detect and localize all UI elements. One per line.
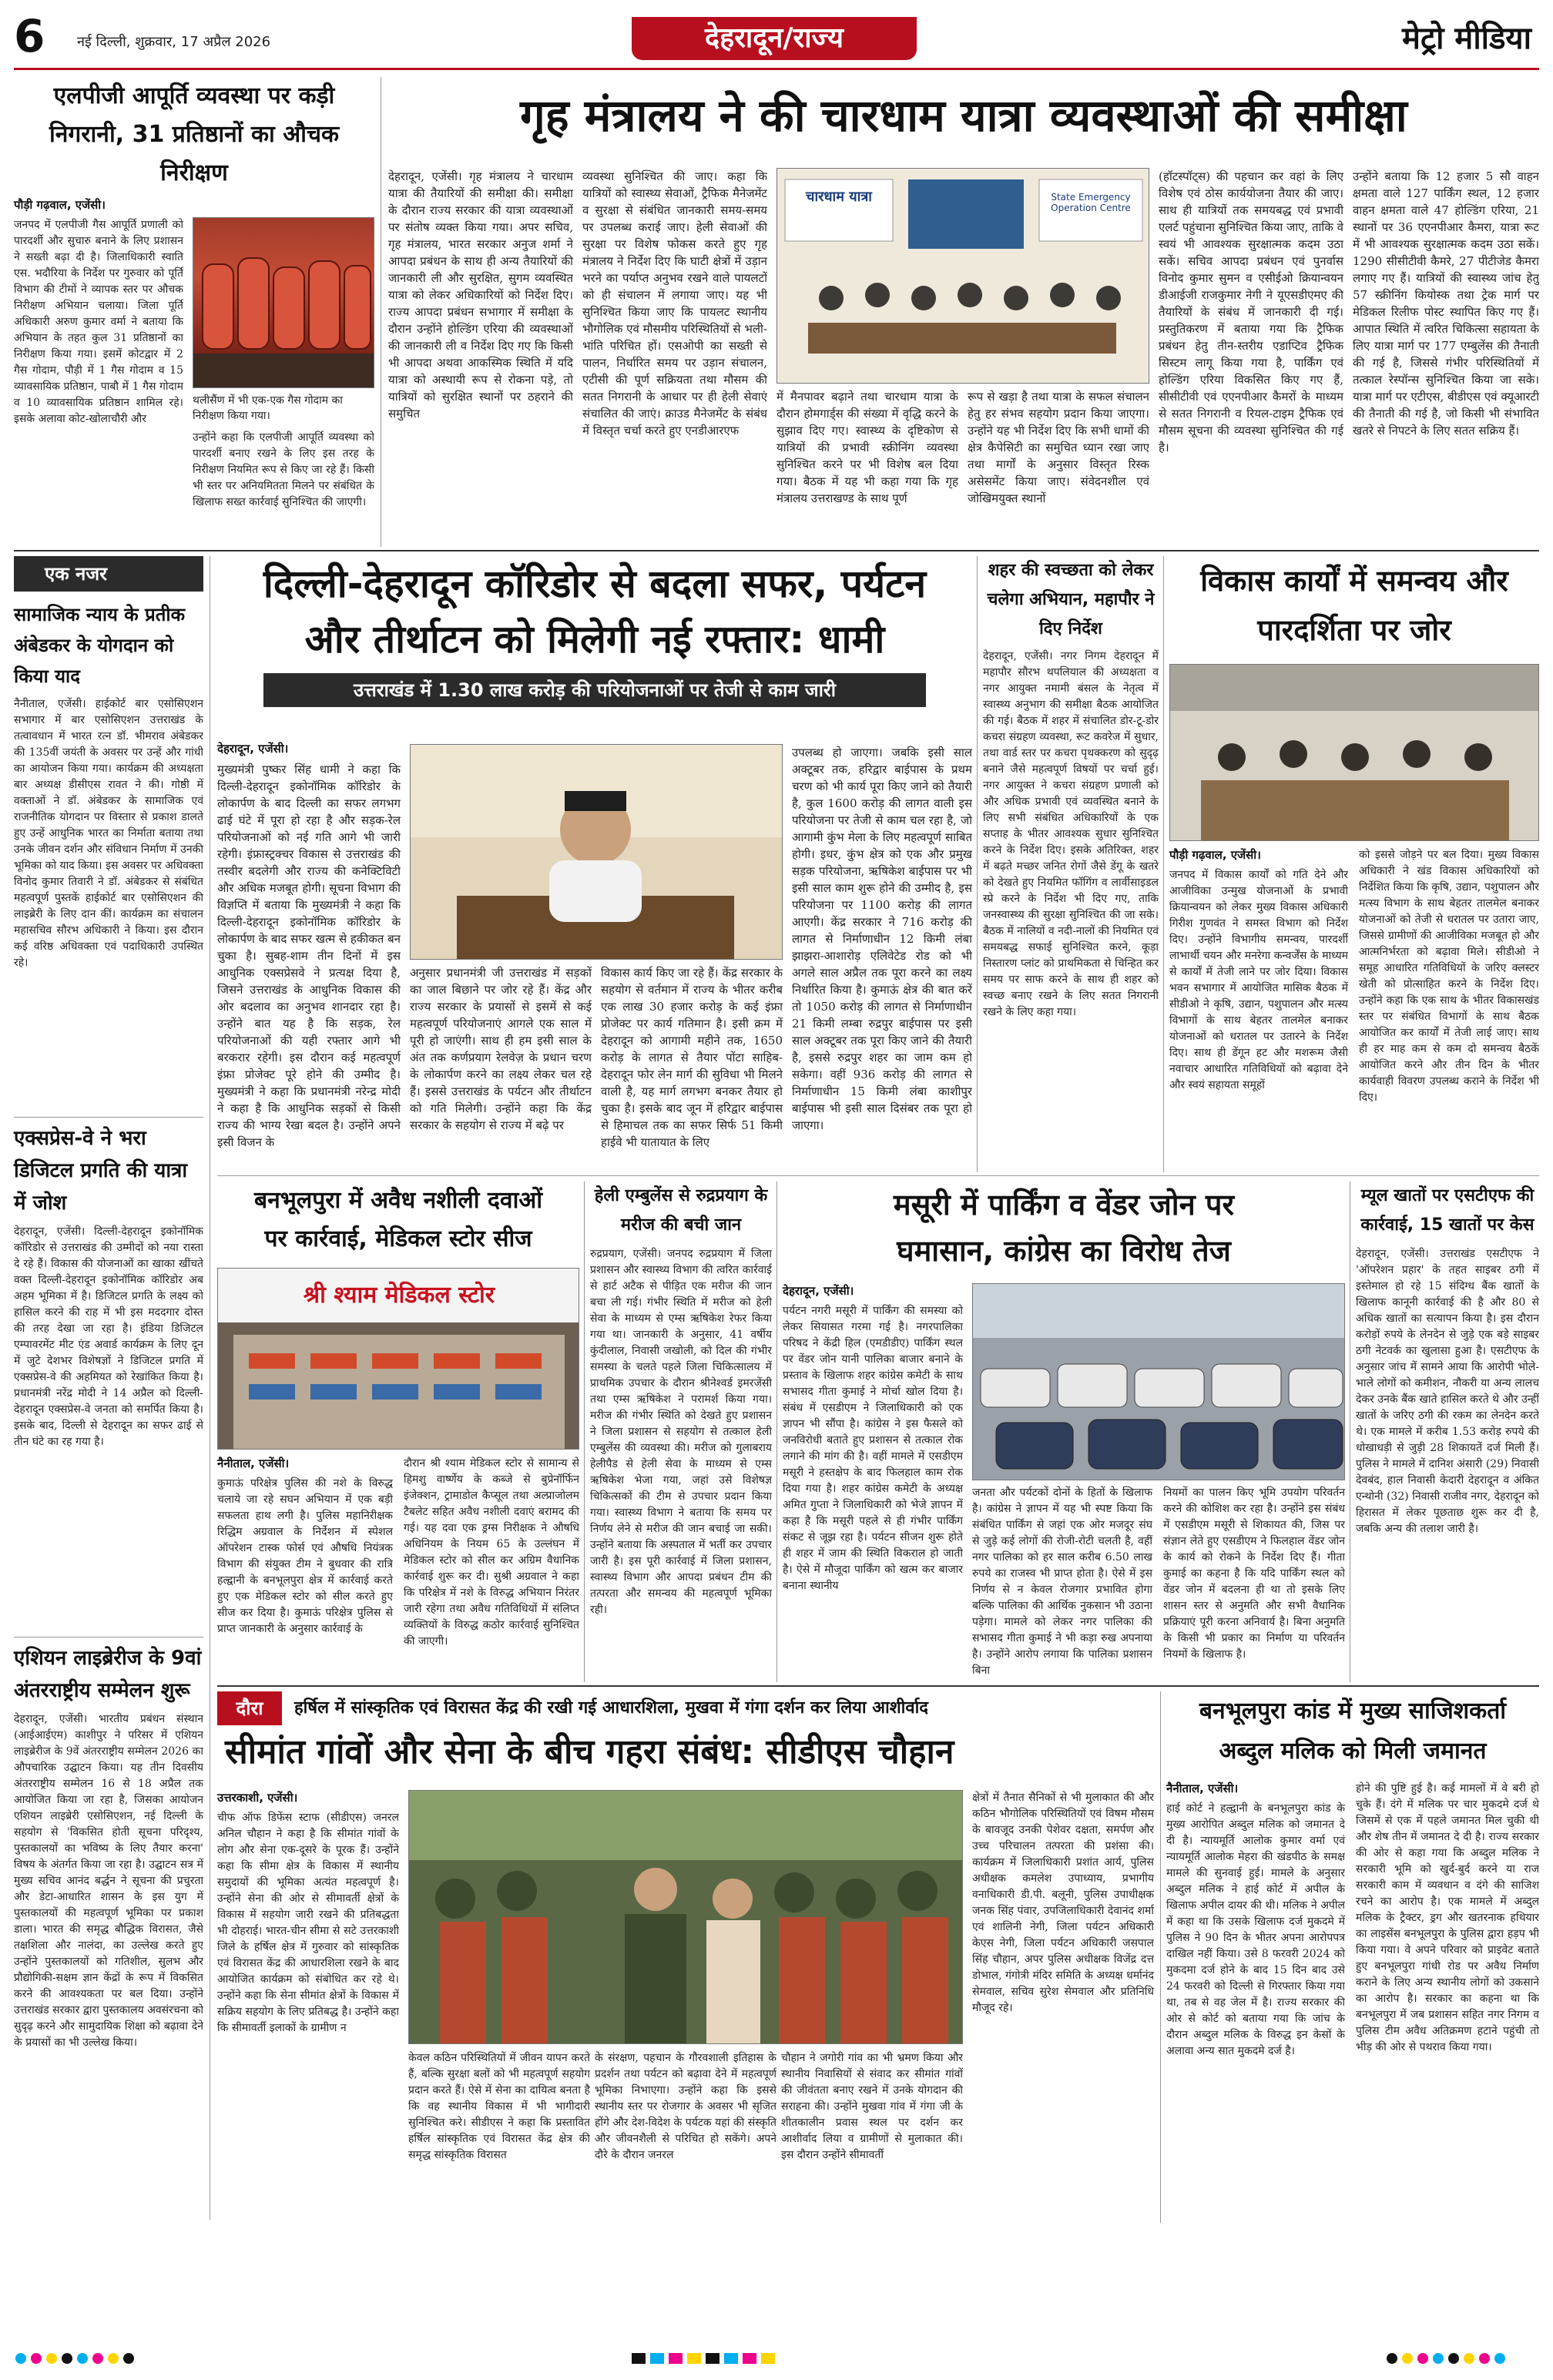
swachhta-body: देहरादून, एजेंसी। नगर निगम देहरादून में महापौर सौरभ थपलियाल की अध्यक्षता व नगर आयुक्त नमामी बंसल के नेतृत्व में स्वास्थ्य अनुभाग की समीक्षा बैठक आयोजित की गई। बैठक में शहर में संचालित डोर-टू-डोर कचरा संग्रहण व्यवस्था, रूट कवरेज में सुधार, तथा वार्ड स्तर पर कचरा पृथक्करण को सुदृढ़ बनाने जैसे महत्वपूर्ण विषयों पर चर्चा हुई। नगर आयुक्त ने कचरा संग्रहण प्रणाली को और अधिक प्रभावी एवं व्यवस्थित बनाने के लिए सभी संबंधित अधिकारियों के एक सप्ताह के भीतर आवश्यक सुधार सुनिश्चित करने के निर्देश दिए। इसके अतिरिक्त, शहर में बढ़ते मच्छर जनित रोगों जैसे डेंगू के खतरे को देखते हुए नियमित फॉगिंग व लार्वीसाइडल स्प्रे करने के निर्देश भी दिए गए, ताकि जनस्वास्थ्य की सुरक्षा सुनिश्चित की जा सके। बैठक में नालियों व नदी-नालों की नियमित एवं समयबद्ध सफाई सुनिश्चित करने, कूड़ा निस्तारण प्लांट को प्राथमिकता से चिन्हित कर समय पर साफ करने के साथ ही शहर को स्वच्छ बनाए रखने के लिए सतत निगरानी रखने के लिए कहा गया। xyxy=(983,650,1159,1018)
cds-col2: केवल कठिन परिस्थितियों में जीवन यापन करते हैं, बल्कि सुरक्षा बलों को भी महत्वपूर्ण सहयोग प्रदान करते हैं। ऐसे में सेना का दायित्व बनता है कि वह स्थानीय विकास में भी भागीदारी सुनिश्चित करे। सीडीएस ने कहा कि प्रस्तावित हर्षिल सांस्कृतिक एवं विरासत केंद्र क्षेत्र की समृद्ध सांस्कृतिक विरासत xyxy=(408,2052,590,2161)
divider xyxy=(14,1117,203,1118)
heli-headline: हेली एम्बुलेंस से रुद्रप्रयाग के मरीज की बची जान xyxy=(594,1186,768,1235)
lpg-byline: पौड़ी गढ़वाल, एजेंसी। xyxy=(14,198,106,212)
banbhulpura-headline-2: पर कार्रवाई, मेडिकल स्टोर सीज xyxy=(264,1225,532,1252)
corridor-headline-1: दिल्ली-देहरादून कॉरिडोर से बदला सफर, पर्यटन xyxy=(263,561,927,606)
abdul-headline-2: अब्दुल मलिक को मिली जमानत xyxy=(1219,1738,1487,1765)
tour-tag: दौरा xyxy=(217,1691,282,1725)
chardham-col6: उन्होंने बताया कि 12 हजार 5 सौ वाहन क्षमता वाले 127 पार्किंग स्थल, 12 हजार वाहन क्षमता वाले 47 होल्डिंग एरिया, 21 स्थानों पर 36 एएनपीआर कैमरा, यात्रा रूट में भी आवश्यक सुरक्षात्मक कदम उठा सकें। 1290 सीसीटीवी कैमरे, 27 पीटीजेड कैमरा लगाए गए हैं। यात्रियों की स्वास्थ्य जांच हेतु 57 स्क्रीनिंग कियोस्क तथा ट्रेक मार्ग पर मेडिकल रिलीफ पोस्ट स्थापित किए गए हैं। आपात स्थिति में त्वरित चिकित्सा सहायता के लिए यात्रा मार्ग पर 177 एम्बुलेंस की तैनाती की गई है, जिससे गंभीर परिस्थितियों में तत्काल रेस्पॉन्स सुनिश्चित किया जा सके। यात्रा मार्ग पर एटीएस, बीडीएस एवं क्यूआरटी की तैनाती की गई है, जो किसी भी संभावित खतरे से निपटने के लिए सतत सक्रिय हैं। xyxy=(1353,169,1539,437)
medical-store-photo xyxy=(217,1268,579,1450)
corridor-col1: मुख्यमंत्री पुष्कर सिंह धामी ने कहा कि दिल्ली-देहरादून इकोनॉमिक कॉरिडोर के लोकार्पण के बाद दिल्ली का सफर लगभग ढाई घंटे में पूरा हो रहा है और सड़क-रेल परियोजनाओं को नई गति आगे भी जारी रहेगी। इंफ्रास्ट्रक्चर विकास से उत्तराखंड की तस्वीर बदलेगी और राज्य की कनेक्टिविटी और अधिक मजबूत होगी। सूचना विभाग की विज्ञप्ति में बताया कि मुख्यमंत्री ने कहा कि दिल्ली-देहरादून इकोनॉमिक कॉरिडोर के लोकार्पण के बाद सफर खत्म से हकीकत बन चुका है। सुबह-शाम तीन दिनों में इस आधुनिक एक्सप्रेसवे ने प्रत्यक्ष दिया है, जिसने उत्तराखंड के आधुनिक विकास की ओर बदलाव का अनुभव शानदार रहा है। उन्होंने बात यह है कि सड़क, रेल परियोजनाओं की यही रफ्तार आगे भी बरकरार रहेगी। इस दौरान कई महत्वपूर्ण इंफ्रा प्रोजेक्ट पूरे होने की उम्मीद है। मुख्यमंत्री ने कहा कि प्रधानमंत्री नरेन्द्र मोदी ने कहा है कि आधुनिक सड़कों से किसी राज्य की भाग्य रेखा बदल है। उन्होंने अपने इसी विजन के xyxy=(217,763,401,1149)
cds-byline: उत्तरकाशी, एजेंसी। xyxy=(217,1791,298,1805)
ek-nazar-headline: सामाजिक न्याय के प्रतीक अंबेडकर के योगदान को किया याद xyxy=(14,604,186,687)
gas-cylinders-image xyxy=(193,218,374,388)
mussoorie-col3: नियमों का पालन किए भूमि उपयोग परिवर्तन करने की कोशिश कर रहा है। उन्होंने इस संबंध में एसडीएम मसूरी से शिकायत की, जिस पर संज्ञान लेते हुए एसडीएम ने फिलहाल वेंडर जोन के कार्य को रोकने के निर्देश दिए हैं। गीता कुमाई का कहना है कि यदि पार्किंग स्थल को वेंडर जोन में बदलना ही था तो इसके लिए शासन स्तर से अनुमति और सभी वैधानिक प्रक्रियाएं पूरी करना अनिवार्य है। बिना अनुमति के किसी भी प्रकार का निर्माण या परिवर्तन नियमों के खिलाफ है। xyxy=(1163,1487,1345,1661)
parking-photo xyxy=(972,1283,1345,1480)
abdul-col1: हाई कोर्ट ने हल्द्वानी के बनभूलपुरा कांड के मुख्य आरोपित अब्दुल मलिक को जमानत दे दी है। न्यायमूर्ति आलोक कुमार वर्मा एवं न्यायमूर्ति आलोक मेहरा की खंडपीठ के समक्ष मामले की सुनवाई हुई। मामले के अनुसार अब्दुल मलिक ने हाई कोर्ट में अपील के खिलाफ अपील दायर की थी। मलिक ने अपील में कहा था कि उसके खिलाफ दर्ज मुकदमे में पुलिस ने 90 दिन के भीतर अपना आरोपपत्र दाखिल नहीं किया। उसे 8 फरवरी 2024 को मुकदमा दर्ज होने के बाद 15 दिन बाद उसे 24 फरवरी को दिल्ली से गिरफ्तार किया गया था, तब से वह जेल में है। राज्य सरकार की ओर से कोर्ट को बताया गया कि जांच के दौरान अब्दुल मलिक के विरुद्ध इन केसों के अलावा अन्य सात मुकदमे दर्ज है। xyxy=(1166,1802,1345,2057)
corridor-byline: देहरादून, एजेंसी। xyxy=(217,742,289,756)
ek-nazar-item xyxy=(14,599,203,1112)
vikas-article xyxy=(1169,556,1539,1172)
divider xyxy=(776,1182,777,1682)
masthead xyxy=(0,0,1553,74)
cds-with-villagers-image xyxy=(409,1791,963,2044)
swachhta-article xyxy=(983,556,1159,1172)
vikas-byline: पौड़ी गढ़वाल, एजेंसी। xyxy=(1169,848,1261,862)
masthead-rule xyxy=(14,68,1539,70)
corridor-article xyxy=(217,556,972,1172)
lpg-headline: एलपीजी आपूर्ति व्यवस्था पर कड़ी निगरानी, 31 प्रतिष्ठानों का औचक निरीक्षण xyxy=(49,82,340,186)
cm-dhami-photo xyxy=(410,744,783,960)
vikas-col1: जनपद में विकास कार्यों को गति देने और आजीविका उन्मुख योजनाओं के प्रभावी क्रियान्वयन को लेकर मुख्य विकास अधिकारी गिरीश गुणवंत ने समस्त विभाग को निर्देश दिए। उन्होंने विभागीय समन्वय, पारदर्शी लाभार्थी चयन और मनरेगा कन्वर्जेंस के माध्यम से कार्यों में तेजी लाने पर जोर दिया। विकास भवन सभागार में आयोजित मासिक बैठक में सीडीओ ने कृषि, उद्यान, पशुपालन और मत्स्य विभागों के साथ बेहतर तालमेल बनाकर योजनाओं को धरातल पर उतारने के निर्देश दिए। साथ ही डेंगून हट और मशरूम जैसी नवाचार आधारित गतिविधियों को बढ़ावा देने और स्वयं सहायता समूहों xyxy=(1169,869,1348,1091)
divider xyxy=(14,550,1539,551)
chardham-banner: चारधाम यात्रा xyxy=(806,189,872,205)
color-bars-center xyxy=(632,2352,780,2367)
mule-article xyxy=(1356,1182,1539,1682)
cds-col5: क्षेत्रों में तैनात सैनिकों से भी मुलाकात की और कठिन भौगोलिक परिस्थितियों एवं विषम मौसम के बावजूद उनकी पेशेवर दक्षता, समर्पण और उच्च परिचालन तत्परता की प्रशंसा की। कार्यक्रम में जिलाधिकारी प्रशांत आर्य, पुलिस अधीक्षक कमलेश उपाध्याय, प्रभागीय वनाधिकारी डी.पी. बलूनी, पुलिस उपाधीक्षक जनक सिंह पंवार, उपजिलाधिकारी देवानंद शर्मा एवं शालिनी नेगी, जिला पर्यटन अधिकारी केएस नेगी, जिला पर्यटन अधिकारी जसपाल सिंह चौहान, अपर पुलिस अधीक्षक विजेंद्र दत्त डोभाल, गंगोत्री मंदिर समिति के अध्यक्ष धर्मानंद सेमवाल, सचिव सुरेश सेमवाल और प्रतिनिधि मौजूद रहे। xyxy=(972,1792,1154,2014)
lpg-body-left: जनपद में एलपीजी गैस आपूर्ति प्रणाली को पारदर्शी और सुचारु बनाने के लिए प्रशासन ने सख्ती बढ़ा दी है। जिलाधिकारी स्वाति एस. भदौरिया के निर्देश पर गुरुवार को पूर्ति विभाग की टीमों ने व्यापक स्तर पर औचक निरीक्षण अभियान चलाया। जिला पूर्ति अधिकारी अरुण कुमार वर्मा ने बताया कि अभियान के तहत कुल 31 प्रतिष्ठानों का निरीक्षण किया गया। इसमें कोटद्वार में 2 गैस गोदाम, पौड़ी में 1 गैस गोदाम व 15 व्यावसायिक प्रतिष्ठान, पाबौ में 1 गैस गोदाम व 10 व्यावसायिक प्रतिष्ठान शामिल रहे। इसके अलावा कोट-खोलाचौरी और xyxy=(14,219,183,425)
ek-nazar-label: एक नजर xyxy=(14,556,203,592)
divider xyxy=(14,1637,203,1638)
section-tab xyxy=(632,17,917,60)
registration-dots-left xyxy=(15,2352,139,2367)
swachhta-headline: शहर की स्वच्छता को लेकर चलेगा अभियान, महापौर ने दिए निर्देश xyxy=(987,561,1155,639)
vikas-meeting-photo xyxy=(1169,664,1539,841)
corridor-col2: अनुसार प्रधानमंत्री जी उत्तराखंड में सड़कों का जाल बिछाने पर जोर रहे हैं। केंद्र और राज्य सरकार के प्रयासों से इसमें से कई महत्वपूर्ण परियोजनाएं आगले एक साल में पूरी हो जाएंगी। साथ ही हम इसी साल के अंत तक कर्णप्रयाग रेलवेज़ के प्रधान चरण के लोकार्पण करने का लक्ष्य लेकर चल रहे हैं। इससे उत्तराखंड के पर्यटन और तीर्थाटन को गति मिलेगी। उन्होंने कहा कि केंद्र सरकार के सहयोग से राज्य में बढ़े पर xyxy=(410,966,592,1132)
chardham-col2: व्यवस्था सुनिश्चित की जाए। कहा कि यात्रियों को स्वास्थ्य सेवाओं, ट्रैफिक मैनेजमेंट व सुरक्षा से संबंधित जानकारी समय-समय पर उपलब्ध कराई जाए। हेली सेवाओं की सुरक्षा पर विशेष फोकस करते हुए गृह मंत्रालय ने निर्देश दिए कि घाटी क्षेत्रों में उड़ान भरने का पर्याप्त अनुभव रखने वाले पायलटों को ही संचालन में लगाया जाए। यह भी सुनिश्चित किया जाए कि पायलट स्थानीय भौगोलिक एवं मौसमीय परिस्थितियों से भली-भांति परिचित हों। एसओपी का सख्ती से पालन, निर्धारित समय पर उड़ान संचालन, एटीसी की पूर्ण सक्रियता तथा मौसम की सतत निगरानी के आधार पर ही हेली सेवाएं संचालित की जाएं। क्राउड मैनेजमेंट के संबंध में विस्तृत चर्चा करते हुए एनडीआरएफ xyxy=(582,169,767,437)
cds-headline: सीमांत गांवों और सेना के बीच गहरा संबंध: सीडीएस चौहान xyxy=(225,1732,954,1772)
ek-nazar-item xyxy=(14,1642,203,2251)
mussoorie-col1: पर्यटन नगरी मसूरी में पार्किंग की समस्या को लेकर सियासत गरमा गई है। नगरपालिका परिषद ने केंद्री हिल (एमडीडीए) पार्किंग स्थल पर वेंडर जोन यानी पालिका बाजार बनाने के प्रस्ताव के खिलाफ शहर कांग्रेस कमेटी के साथ सभासद गीता कुमाई ने मोर्चा खोल दिया है। संबंध में एसडीएम ने जिलाधिकारी को एक ज्ञापन भी सौंपा है। कांग्रेस ने इस फैसले को जनविरोधी बताते हुए प्रशासन से तत्काल रोक लगाने की मांग की है। वहीं मामले में एसडीएम मसूरी ने हस्तक्षेप के बाद फिलहाल काम रोक दिया गया है। शहर कांग्रेस कमेटी के अध्यक्ष अमित गुप्ता ने जिलाधिकारी को भेजे ज्ञापन में कहा है कि मसूरी पहले से ही गंभीर पार्किंग संकट से जूझ रहा है। पर्यटन सीजन शुरू होते ही शहर में जाम की स्थिति विकराल हो जाती है। ऐसे में मौजूदा पार्किंग को खत्म कर बाजार बनाना स्थानीय xyxy=(783,1305,963,1592)
lpg-photo-caption: थलीसैंण में भी एक-एक गैस गोदाम का निरीक्षण किया गया। xyxy=(193,394,343,422)
chardham-article xyxy=(388,77,1539,547)
cds-col4: चौहान ने जगोरी गांव का भी भ्रमण किया और स्थानीय निवासियों से संवाद कर सीमांत गांवों की जीवंतता बनाए रखने में उनके योगदान की सराहना की। उन्होंने मुखवा गांव में गंगा जी के शीतकालीन प्रवास स्थल पर दर्शन कर आशीर्वाद लिया व ग्रामीणों से मुलाकात की। इस दौरान उन्होंने सीमावर्ती xyxy=(781,2052,963,2161)
corridor-col4: उपलब्ध हो जाएगा। जबकि इसी साल अक्टूबर तक, हरिद्वार बाईपास के प्रथम चरण को भी कार्य पूरा किए जाने को तैयारी है, कुल 1600 करोड़ की लागत वाली इस परियोजना पर तेजी से काम चल रहा है, जो आगामी कुंभ मेला के लिए महत्वपूर्ण साबित होगी। इधर, कुंभ क्षेत्र को एक और प्रमुख सड़क परियोजना, ऋषिकेश बाईपास पर भी इसी साल काम शुरू होने की उम्मीद है, इस परियोजना पर 1100 करोड़ की लागत आएगी। केंद्र सरकार ने 716 करोड़ की लागत से निर्माणाधीन 12 किमी लंबा झाझरा-आशारोड़ एलिवेटेड रोड को भी अगले साल अप्रैल तक पूरा करने का लक्ष्य निर्धारित किया है। कुमाऊं क्षेत्र की बात करें तो 1050 करोड़ की लागत से निर्माणाधीन 21 किमी लम्बा रुद्रपुर बाईपास पर इसी साल अक्टूबर तक पूरा किए जाने की तैयारी है, इससे रुद्रपुर शहर का जाम कम हो सकेगा। वहीं 936 करोड़ की लागत से निर्माणाधीन 15 किमी लंबा काशीपुर बाईपास भी इसी साल दिसंबर तक पूरा हो जाएगा। xyxy=(792,746,972,1132)
cds-col3: के संरक्षण, पहचान के गौरवशाली इतिहास के प्रदर्शन तथा पर्यटन को बढ़ावा देने में महत्वपूर्ण भूमिका निभाएगा। उन्होंने कहा कि इससे स्थानीय स्तर पर रोजगार के अवसर भी सृजित होंगे और देश-विदेश के पर्यटक यहां की संस्कृति और जीवनशैली से परिचित हो सकेंगे। अपने दौरे के दौरान जनरल xyxy=(595,2052,776,2161)
banbhulpura-col1: कुमाऊं परिक्षेत्र पुलिस की नशे के विरुद्ध चलाये जा रहे सघन अभियान में एक बड़ी सफलता हाथ लगी है। पुलिस महानिरीक्षक रिद्धिम अग्रवाल के निर्देशन में स्पेशल ऑपरेशन टास्क फोर्स एवं औषधि नियंत्रक विभाग की संयुक्त टीम ने बुधवार की रात्रि हल्द्वानी के बनभूलपुरा क्षेत्र में कार्रवाई करते हुए एक मेडिकल स्टोर को सील करते हुए सीज कर दिया है। कुमाऊं परिक्षेत्र पुलिस से प्राप्त जानकारी के अनुसार कार्रवाई के xyxy=(217,1477,393,1635)
corridor-col3: विकास कार्य किए जा रहे हैं। केंद्र सरकार के सहयोग से वर्तमान में राज्य के भीतर करीब एक लाख 30 हजार करोड़ के कई इंफ्रा प्रोजेक्ट पर कार्य गतिमान है। इसी क्रम में देहरादून को आगामी महीने तक, 1650 करोड़ के लागत से तैयार पोंटा साहिब-देहरादून फोर लेन मार्ग की सुविधा भी मिलने वाली है, यह मार्ग लगभग बनकर तैयार हो चुका है। इसके बाद जून में हरिद्वार बाईपास से हिमाचल तक का सफर सिर्फ 51 किमी हाईवे भी यातायात के लिए xyxy=(601,966,783,1149)
divider xyxy=(1163,556,1164,1172)
paper-name: मेट्रो मीडिया xyxy=(1402,21,1531,56)
mussoorie-col2: जनता और पर्यटकों दोनों के हितों के खिलाफ है। कांग्रेस ने ज्ञापन में यह भी स्पष्ट किया कि संबंधित पार्किंग से जहां एक ओर मजदूर संघ से जुड़े कई लोगों की रोजी-रोटी चलती है, वहीं नगर पालिका को हर साल करीब 6.50 लाख रुपये का राजस्व भी प्राप्त होता है। ऐसे में इस निर्णय से न केवल रोजगार प्रभावित होगा बल्कि पालिका की आर्थिक नुकसान भी उठाना पड़ेगा। मामले को लेकर नगर पालिका की सभासद गीता कुमाई ने भी कड़ा रुख अपनाया है। उन्होंने आरोप लगाया कि पालिका प्रशासन बिना xyxy=(972,1487,1152,1677)
ek-nazar-headline: एशियन लाइब्रेरीज के 9वां अंतरराष्ट्रीय सम्मेलन शुरू xyxy=(14,1647,202,1702)
cds-article xyxy=(217,1691,1154,2223)
divider xyxy=(217,1175,1539,1176)
corridor-subhead: उत्तराखंड में 1.30 लाख करोड़ की परियोजनाओं पर तेजी से काम जारी xyxy=(354,679,836,701)
cm-portrait-image xyxy=(411,745,783,960)
gas-cylinder-photo xyxy=(193,217,374,388)
chardham-col5: (हॉटस्पॉट्स) की पहचान कर वहां के लिए विशेष एवं ठोस कार्ययोजना तैयार की जाए। साथ ही यात्रियों तक समयबद्ध एवं प्रभावी एलर्ट पहुंचाना सुनिश्चित किया जाए, ताकि वे स्वयं भी आवश्यक सुरक्षात्मक कदम उठा सकें। सचिव आपदा प्रबंधन एवं पुनर्वास विनोद कुमार सुमन व एसीईओ क्रियान्वयन डीआईजी राजकुमार नेगी ने यूएसडीएमए की तैयारियों के संबंध में जानकारी दी गई। प्रस्तुतिकरण में बताया गया कि ट्रैफिक प्रबंधन हेतु तीन-स्तरीय एडाप्टिव ट्रैफिक सिस्टम लागू किया गया है, पार्किंग एवं होल्डिंग एरिया विकसित किए गए हैं, सीसीटीवी एवं एएनपीआर कैमरों के माध्यम से सतत निगरानी व रियल-टाइम ट्रैफिक एवं मौसम सूचना की व्यवस्था सुनिश्चित की गई है। xyxy=(1159,169,1343,454)
cds-col1: चीफ ऑफ डिफेंस स्टाफ (सीडीएस) जनरल अनिल चौहान ने कहा है कि सीमांत गांवों के लोग और सेना एक-दूसरे के पूरक हैं। उन्होंने कहा कि सीमा क्षेत्र के विकास में स्थानीय समुदायों की भूमिका अत्यंत महत्वपूर्ण है। उन्होंने सेना की ओर से सीमावर्ती क्षेत्रों के विकास में सहयोग जारी रखने की प्रतिबद्धता भी दोहराई। भारत-चीन सीमा से सटे उत्तरकाशी जिले के हर्षिल क्षेत्र में गुरुवार को सांस्कृतिक एवं विरासत केंद्र की आधारशिला रखने के बाद आयोजित कार्यक्रम को संबोधित कर रहे थे। उन्होंने कहा कि सेना सीमांत क्षेत्रों के विकास में सक्रिय सहयोग के लिए प्रतिबद्ध है। उन्होंने कहा कि सीमावर्ती इलाकों के ग्रामीण न xyxy=(217,1812,399,2034)
divider xyxy=(977,556,978,1172)
section-title: देहरादून/राज्य xyxy=(704,22,844,54)
ek-nazar-body: देहरादून, एजेंसी। दिल्ली-देहरादून इकोनॉमिक कॉरिडोर से उत्तराखंड की उम्मीदों को नया रास्ता दे रहे हैं। विकास की योजनाओं का खाका खींचते वक्त दिल्ली-देहरादून इकोनॉमिक कॉरिडोर अब अहम भूमिका में है। डिजिटल प्रगति के लक्ष्य को हासिल करने की राह में भी इस मददगार दोस्त की तरह देखा जा रहा है। इंडिया डिजिटल एम्पावरमेंट मीट एंड अवार्ड कार्यक्रम के लिए दून में जुटे देशभर विशेषज्ञों ने डिजिटल प्रगति में एक्सप्रेस-वे की अहमियत को रेखांकित किया है। प्रधानमंत्री नरेंद्र मोदी ने 14 अप्रैल को दिल्ली-देहरादून एक्सप्रेस-वे जनता को समर्पित किया है। इसके बाद, दिल्ली से देहरादून का सफर ढाई से तीन घंटे का रह गया है। xyxy=(14,1225,203,1448)
ek-nazar-body: देहरादून, एजेंसी। भारतीय प्रबंधन संस्थान (आईआईएम) काशीपुर ने परिसर में एशियन लाइब्रेरीज के 9वें अंतरराष्ट्रीय सम्मेलन 2026 का औपचारिक उद्घाटन किया। यह तीन दिवसीय अंतरराष्ट्रीय सम्मेलन 16 से 18 अप्रैल तक आयोजित किया जा रहा है, जिसका आयोजन एशियन लाइब्रेरी एसोसिएशन, नई दिल्ली के सहयोग से 'विकसित होती सूचना परिदृश्य, पुस्तकालयों का भविष्य के लिए तैयार करना' विषय के अंतर्गत किया जा रहा है। उद्घाटन सत्र में मुख्य सचिव आनंद बर्द्धन ने सूचना की प्रचुरता और डेटा-आधारित शासन के इस युग में पुस्तकालयों की महत्वपूर्ण भूमिका पर प्रकाश डाला। भारत की समृद्ध बौद्धिक विरासत, जैसे तक्षशिला और नालंदा, का उल्लेख करते हुए उन्होंने पुस्तकालयों को गतिशील, सुलभ और प्रौद्योगिकी-सक्षम ज्ञान केंद्रों के रूप में विकसित करने की आवश्यकता पर बल दिया। उन्होंने उत्तराखंड सरकार द्वारा पुस्तकालय अवसंरचना को सुदृढ़ करने और सामुदायिक शिक्षा को बढ़ावा देने के प्रयासों का भी उल्लेख किया। xyxy=(14,1713,203,2049)
registration-dots-right xyxy=(1387,2352,1510,2367)
banbhulpura-col2: दौरान श्री श्याम मेडिकल स्टोर से सामान्य से हिमशु वार्ष्णेय के कब्जे से बुप्रेनॉर्फिन इंजेक्शन, ट्रामाडोल कैप्सूल तथा अल्प्राजोलम टैबलेट सहित अवैध नशीली दवाएं बरामद की गई। यह दवा एक ड्रग्स निरीक्षक ने औषधि अधिनियम के नियम 65 के उल्लंघन में मेडिकल स्टोर को सील कर अग्रिम वैधानिक कार्रवाई शुरू कर दी। सुश्री अग्रवाल ने कहा कि परिक्षेत्र में नशे के विरुद्ध अभियान निरंतर जारी रहेगा तथा अवैध गतिविधियों में संलिप्त व्यक्तियों के विरुद्ध कठोर कार्रवाई सुनिश्चित की जाएगी। xyxy=(404,1457,579,1648)
page-number: 6 xyxy=(14,10,45,62)
chardham-meeting-photo xyxy=(776,168,1149,384)
abdul-byline: नैनीताल, एजेंसी। xyxy=(1166,1782,1239,1795)
ek-nazar-item xyxy=(14,1122,203,1632)
banbhulpura-byline: नैनीताल, एजेंसी। xyxy=(217,1456,290,1470)
lpg-article xyxy=(14,77,374,547)
mussoorie-byline: देहरादून, एजेंसी। xyxy=(783,1284,854,1298)
mussoorie-article xyxy=(783,1182,1345,1682)
chardham-col4: रूप से खड़ा है तथा यात्रा के सफल संचालन हेतु हर संभव सहयोग प्रदान किया जाएगा। उन्होंने यह भी निर्देश दिए कि सभी धामों की क्षेत्र कैपेसिटी का समुचित ध्यान रखा जाए तथा मार्गों के अनुसार विस्तृत रिस्क असेसमेंट किया जाए। संवेदनशील एवं जोखिमयुक्त स्थानों xyxy=(968,390,1149,505)
lpg-body-right: उन्होंने कहा कि एलपीजी आपूर्ति व्यवस्था को पारदर्शी बनाए रखने के लिए इस तरह के निरीक्षण नियमित रूप से किए जा रहे हैं। किसी भी स्तर पर अनियमितता मिलने पर संबंधित के खिलाफ सख्त कार्रवाई सुनिश्चित की जाएगी। xyxy=(193,431,374,508)
footer-print-marks xyxy=(0,2349,1553,2372)
heli-article xyxy=(590,1182,772,1682)
banbhulpura-headline-1: बनभूलपुरा में अवैध नशीली दवाओं xyxy=(253,1187,543,1214)
chardham-col3: में मैनपावर बढ़ाने तथा चारधाम यात्रा के दौरान होमगार्ड्स की संख्या में वृद्धि करने के सुझाव दिए गए। स्वास्थ्य के दृष्टिकोण से यात्रियों की प्रभावी स्क्रीनिंग व्यवस्था सुनिश्चित करने पर भी विशेष बल दिया गया। बैठक में यह भी कहा गया कि गृह मंत्रालय उत्तराखण्ड के साथ पूर्ण xyxy=(776,390,958,505)
vikas-headline: विकास कार्यों में समन्वय और पारदर्शिता पर जोर xyxy=(1200,564,1508,647)
kicker-bar xyxy=(217,1691,1154,1725)
banbhulpura-article xyxy=(217,1182,579,1682)
corridor-subhead-bar xyxy=(263,673,926,707)
ek-nazar-body: नैनीताल, एजेंसी। हाईकोर्ट बार एसोसिएशन सभागार में बार एसोसिएशन उत्तराखंड के तत्वावधान में भारत रत्न डॉ. भीमराव अंबेडकर की 135वीं जयंती के अवसर पर उन्हें और गांधी का आयोजन किया गया। कार्यक्रम की अध्यक्षता बार अध्यक्ष डीसीएस रावत ने की। गोष्ठी में वक्ताओं ने डॉ. अंबेडकर के सामाजिक एवं राजनीतिक योगदान पर विस्तार से प्रकाश डालते हुए उन्हें आधुनिक भारत का निर्माता बताया तथा उनके जीवन दर्शन और संविधान निर्माण में उनकी भूमिका को याद किया। इस अवसर पर अधिवक्ता विनोद कुमार तिवारी ने डॉ. अंबेडकर से संबंधित महत्वपूर्ण पुस्तकें हाईकोर्ट बार एसोसिएशन की लाइब्रेरी के लिए दान कीं। कार्यक्रम का संचालन महासचिव सौरभ अधिकारी ने किया। इस दौरान कई वरिष्ठ अधिवक्ता एवं पदाधिकारी उपस्थित रहे। xyxy=(14,698,203,969)
chardham-banner-sub: State Emergency Operation Centre xyxy=(1051,192,1131,213)
mussoorie-headline-2: घमासान, कांग्रेस का विरोध तेज xyxy=(897,1234,1231,1268)
mule-body: देहरादून, एजेंसी। उत्तराखंड एसटीएफ ने 'ऑपरेशन प्रहार' के तहत साइबर ठगी में इस्तेमाल हो रहे 15 संदिग्ध बैंक खातों के खिलाफ कानूनी कार्रवाई की है और 80 से अधिक खातों का सत्यापन किया है। इस दौरान करोड़ों रुपये के लेनदेन से जुड़े एक बड़े साइबर ठगी नेटवर्क का खुलासा हुआ है। एसटीएफ के अनुसार जांच में सामने आया कि आरोपी भोले-भाले लोगों को कमीशन, नौकरी या अन्य लालच देकर उनके बैंक खाते हासिल करते थे और उन्हीं खातों के जरिए ठगी की रकम का लेनदेन करते थे। एक मामले में करीब 1.53 करोड़ रुपये की धोखाधड़ी से जुड़ी 28 शिकायतें दर्ज मिली हैं। पुलिस ने मामले में दानिश अंसारी (29) निवासी देवबंद, हाल निवासी केदारी देहरादून व अंकित एन्थोनी (32) निवासी राजीव नगर, देहरादून को हिरासत में लेकर पूछताछ शुरू कर दी है, जबकि अन्य की तलाश जारी है। xyxy=(1356,1248,1539,1535)
mule-headline: म्यूल खातों पर एसटीएफ की कार्रवाई, 15 खातों पर केस xyxy=(1360,1186,1535,1235)
abdul-headline-1: बनभूलपुरा कांड में मुख्य साजिशकर्ता xyxy=(1199,1698,1507,1725)
divider xyxy=(217,1685,1539,1687)
heli-body: रुद्रप्रयाग, एजेंसी। जनपद रुद्रप्रयाग में जिला प्रशासन और स्वास्थ्य विभाग की त्वरित कार्रवाई से हार्ट अटैक से पीड़ित एक मरीज की जान बचा ली गई। गंभीर स्थिति में मरीज को हेली सेवा के माध्यम से एम्स ऋषिकेश रेफर किया गया था। जानकारी के अनुसार, 41 वर्षीय कुंदीलाल, निवासी जखोली, को दिल की गंभीर समस्या के चलते पहले जिला चिकित्सालय में प्राथमिक उपचार के दौरान श्रीनेश्वर्ड इमरजेंसी तथा एम्स ऋषिकेश ने परामर्श किया गया। मरीज की गंभीर स्थिति को देखते हुए प्रशासन ने जिला प्रशासन से सहयोग से तत्काल हेली एम्बुलेंस की व्यवस्था की। मरीज को गुलाबराय हेलीपैड से हेली सेवा के माध्यम से एम्स ऋषिकेश भेजा गया, जहां उसे विशेषज्ञ चिकित्सकों की टीम से उपचार प्रदान किया गया। स्वास्थ्य विभाग ने बताया कि समय पर निर्णय लेने से मरीज की जान बचाई जा सकी। उन्होंने बताया कि अस्पताल में भर्ती कर उपचार जारी है। इस पूरी कार्रवाई में जिला प्रशासन, स्वास्थ्य विभाग और आपदा प्रबंधन टीम की तत्परता और समन्वय की महत्वपूर्ण भूमिका रही। xyxy=(590,1248,772,1616)
parking-lot-image xyxy=(973,1284,1345,1480)
review-meeting-image xyxy=(1170,665,1539,841)
chardham-headline: गृह मंत्रालय ने की चारधाम यात्रा व्यवस्थाओं की समीक्षा xyxy=(520,89,1407,142)
ek-nazar-column xyxy=(14,556,203,2220)
cds-kicker: हर्षिल में सांस्कृतिक एवं विरासत केंद्र की रखी गई आधारशिला, मुखवा में गंगा दर्शन कर लिया आशीर्वाद xyxy=(294,1698,928,1718)
chardham-col1: देहरादून, एजेंसी। गृह मंत्रालय ने चारधाम यात्रा की तैयारियों की समीक्षा की। समीक्षा के दौरान राज्य सरकार की यात्रा व्यवस्थाओं पर संतोष व्यक्त किया गया। अपर सचिव, गृह मंत्रालय, भारत सरकार अनुज शर्मा ने आपदा प्रबंधन के साथ ही अन्य तैयारियों की जानकारी ली और सुरक्षित, सुगम व्यवस्थित यात्रा को लेकर अधिकारियों को निर्देश दिए। राज्य आपदा प्रबंधन सभागार में समीक्षा के दौरान उन्होंने होल्डिंग एरिया की व्यवस्थाओं की जानकारी ली व निर्देश दिए गए कि किसी भी आपदा अथवा आकस्मिक स्थिति में यदि यात्रा को अस्थायी रूप से रोकना पड़े, तो यात्रियों को सुरक्षित स्थानों पर ठहराने की समुचित xyxy=(388,169,573,421)
divider xyxy=(1160,1691,1161,2223)
date-line: नई दिल्ली, शुक्रवार, 17 अप्रैल 2026 xyxy=(77,34,271,50)
corridor-headline-2: और तीर्थाटन को मिलेगी नई रफ्तार: धामी xyxy=(304,617,885,662)
mussoorie-headline-1: मसूरी में पार्किंग व वेंडर जोन पर xyxy=(893,1188,1235,1222)
shop-sign: श्री श्याम मेडिकल स्टोर xyxy=(303,1282,495,1309)
vikas-col2: को इससे जोड़ने पर बल दिया। मुख्य विकास अधिकारी ने खंड विकास अधिकारियों को निर्देशित किया कि कृषि, उद्यान, पशुपालन और मत्स्य विभाग के साथ बेहतर तालमेल बनाकर योजनाओं को तेजी से धरातल पर उतारा जाए, जिससे ग्रामीणों की आजीविका मजबूत हो और आत्मनिर्भरता को बढ़ावा मिले। सीडीओ ने समूह आधारित गतिविधियों के जरिए क्लस्टर खेती को प्रोत्साहित करने के निर्देश दिए। उन्होंने कहा कि एक साथ के भीतर विकासखंड स्तर पर संबंधित विभागों के साथ बैठक आयोजित कर कार्यों में तेजी लाई जाए। साथ ही हर माह कम से कम दो समन्वय बैठकें आयोजित करने और तीन दिन के भीतर कार्यवाही विवरण उपलब्ध कराने के निर्देश भी दिए। xyxy=(1359,849,1539,1104)
divider xyxy=(584,1182,585,1682)
abdul-article xyxy=(1166,1691,1539,2223)
ek-nazar-headline: एक्सप्रेस-वे ने भरा डिजिटल प्रगति की यात्रा में जोश xyxy=(14,1127,188,1215)
abdul-col2: होने की पुष्टि हुई है। कई मामलों में वे बरी हो चुके हैं। दंगे में मलिक पर चार मुकदमे दर्ज थे जिसमें से एक में पहले जमानत मिल चुकी थी और शेष तीन में जमानत दे दी है। राज्य सरकार की ओर से कहा गया कि अब्दुल मलिक ने सरकारी भूमि को खुर्द-बुर्द करने या राज सरकारी काम में व्यवधान व दंगे की साजिश रचने का आरोप है। एक मामले में अब्दुल मलिक के ट्रैक्टर, ड्रग और खतरनाक हथियार का लाइसेंस बनभूलपुरा के पुलिस द्वारा हड़प भी किया गया। वे अपने परिवार को प्राइवेट बताते हुए बनभूलपुरा गांधी रोड पर अवैध निर्माण कराने के लिए अन्य स्थानीय लोगों को उकसाने का आरोप है। सरकार का कहना था कि बनभूलपुरा में जब प्रशासन सहित नगर निगम व पुलिस टीम अवैध अतिक्रमण हटाने पहुंची तो भीड़ की ओर से पथराव किया गया। xyxy=(1356,1782,1539,2053)
cds-visit-photo xyxy=(408,1790,963,2044)
